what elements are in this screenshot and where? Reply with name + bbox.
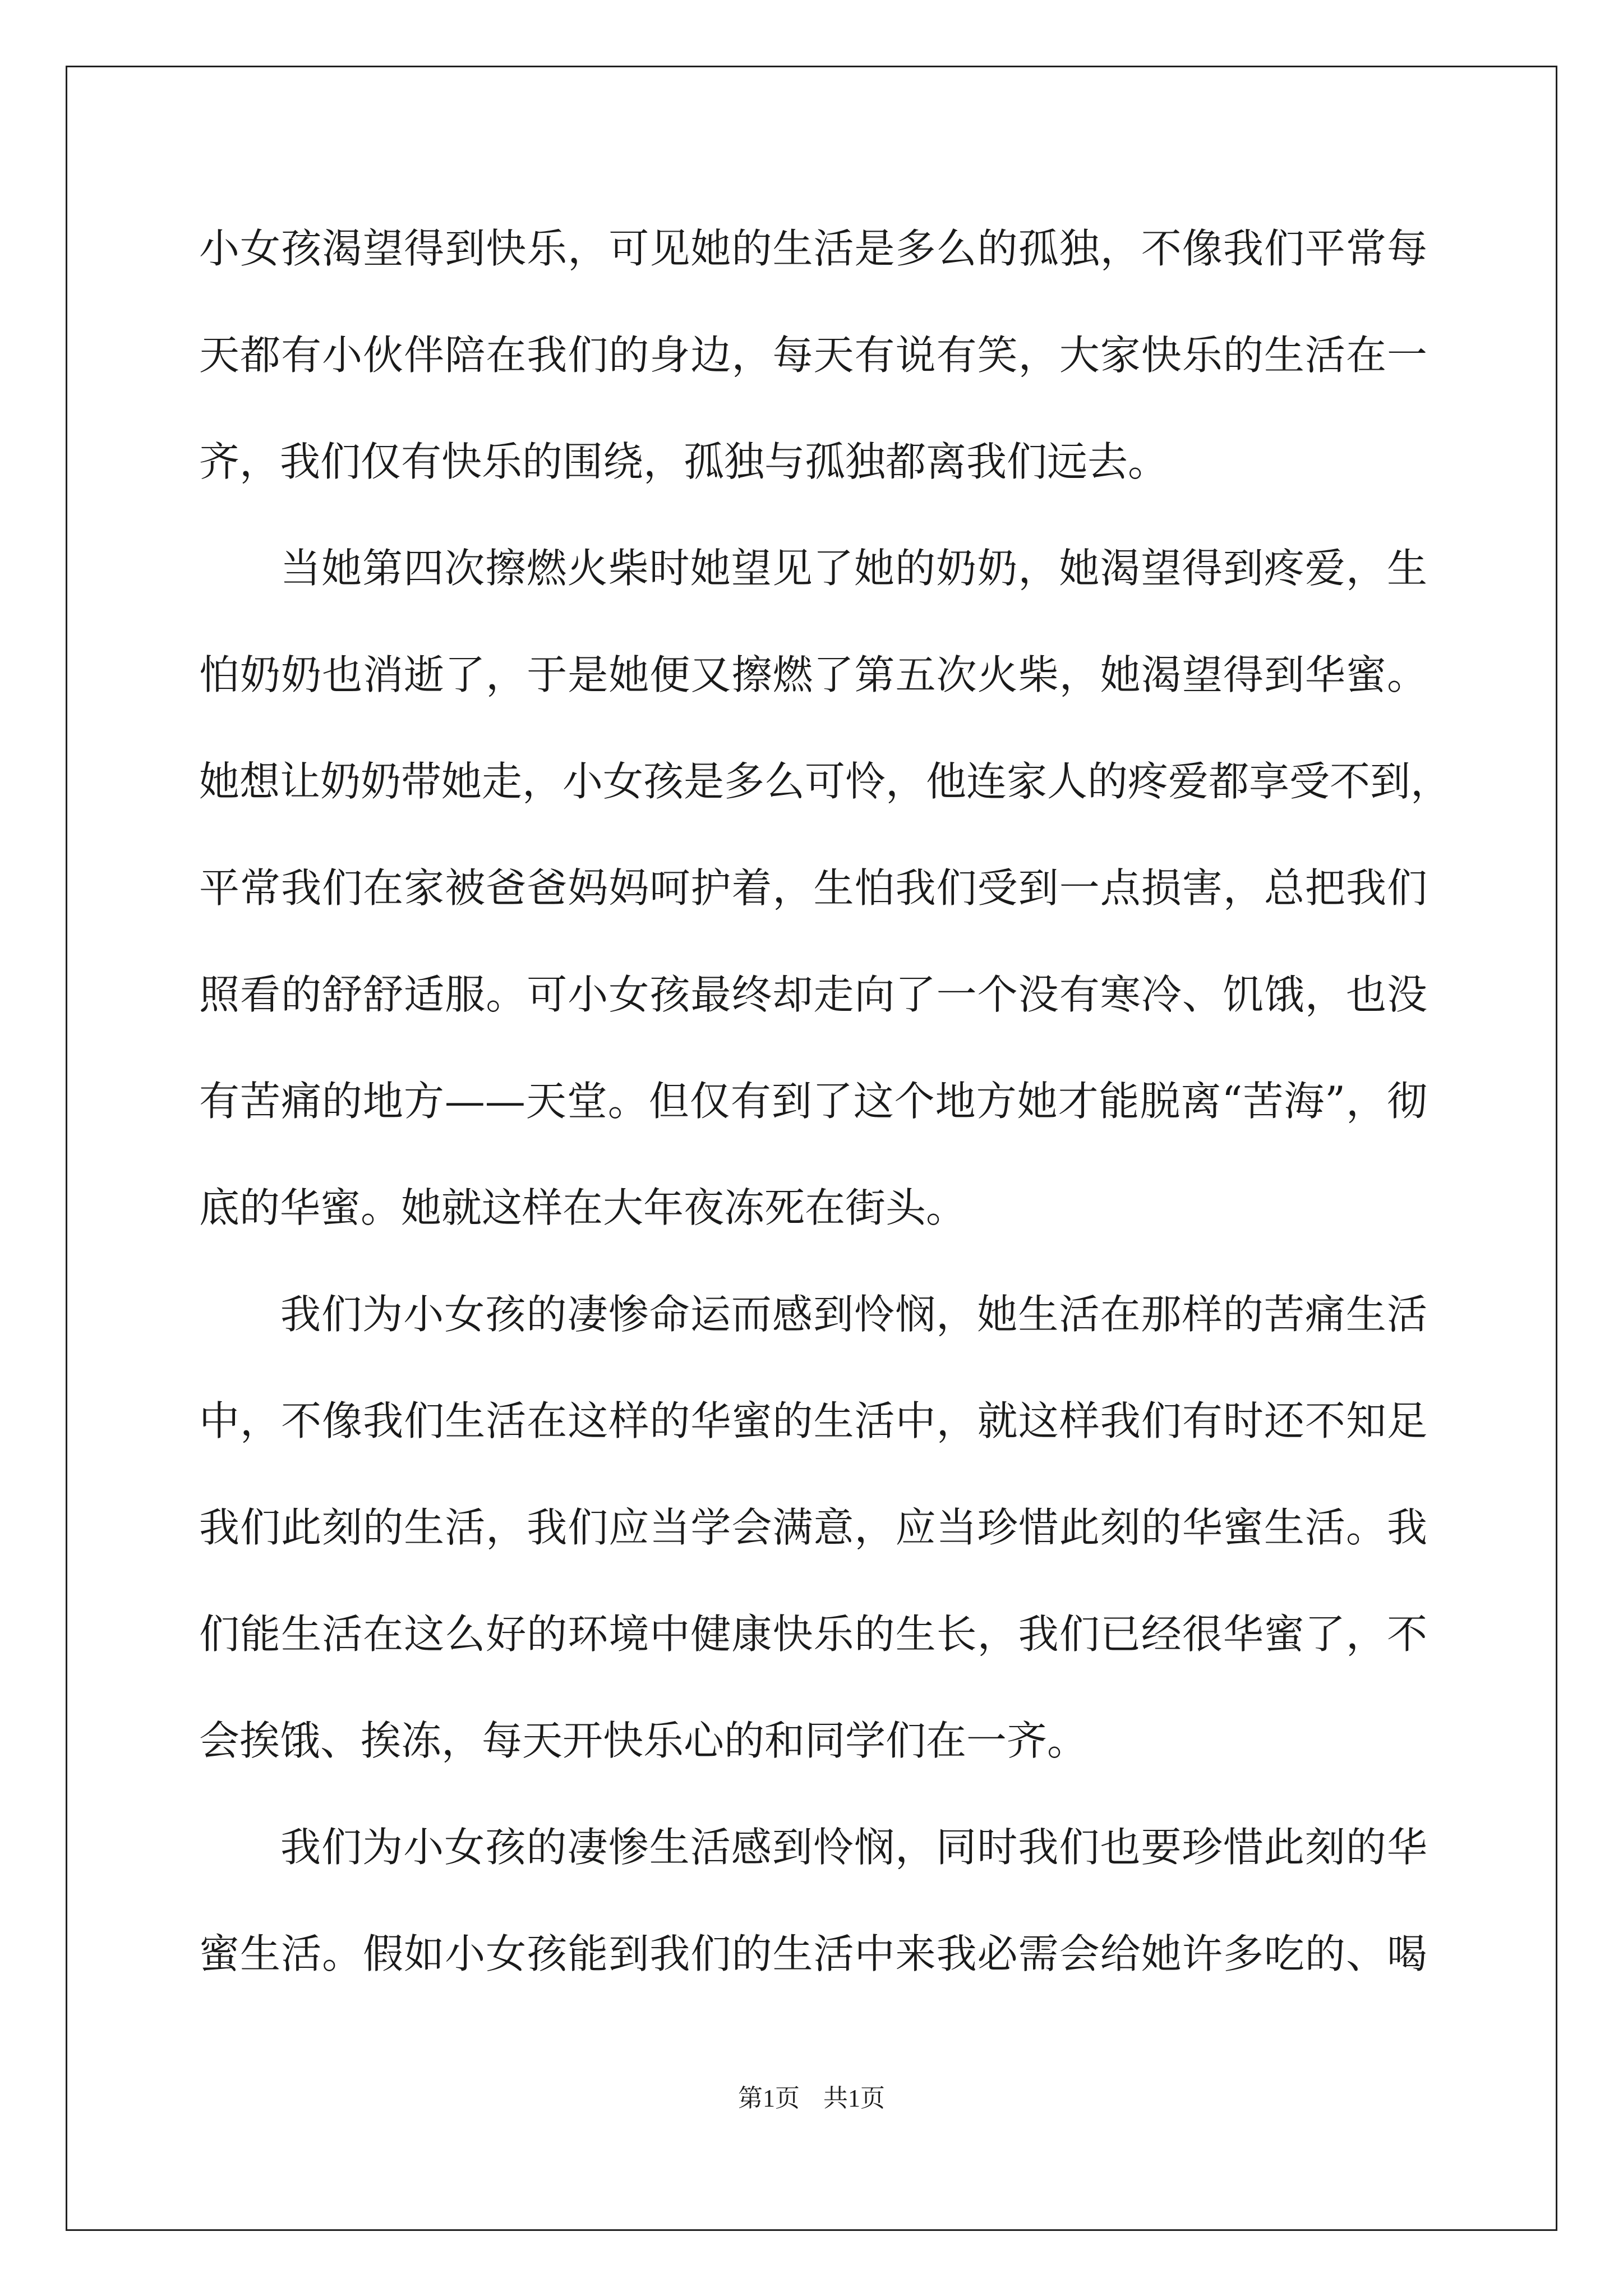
text-line: 当她第四次擦燃火柴时她望见了她的奶奶，她渴望得到疼爱，生 <box>280 545 1427 592</box>
text-line: 蜜生活。假如小女孩能到我们的生活中来我必需会给她许多吃的、喝 <box>199 1930 1427 1977</box>
text-line: 中，不像我们生活在这样的华蜜的生活中，就这样我们有时还不知足 <box>199 1397 1427 1444</box>
text-line: 们能生活在这么好的环境中健康快乐的生长，我们已经很华蜜了，不 <box>199 1611 1427 1658</box>
page-number: 第1页 <box>738 2085 800 2112</box>
text-line: 我们为小女孩的凄惨命运而感到怜悯，她生活在那样的苦痛生活 <box>280 1291 1427 1338</box>
text-line: 我们此刻的生活，我们应当学会满意，应当珍惜此刻的华蜜生活。我 <box>199 1504 1427 1551</box>
document-body <box>199 219 1451 2031</box>
text-line: 天都有小伙伴陪在我们的身边，每天有说有笑，大家快乐的生活在一 <box>199 332 1427 379</box>
text-line: 平常我们在家被爸爸妈妈呵护着，生怕我们受到一点损害，总把我们 <box>199 864 1427 912</box>
text-line: 我们为小女孩的凄惨生活感到怜悯，同时我们也要珍惜此刻的华 <box>280 1824 1427 1871</box>
text-line: 小女孩渴望得到快乐，可见她的生活是多么的孤独，不像我们平常每 <box>199 225 1427 272</box>
text-line: 照看的舒舒适服。可小女孩最终却走向了一个没有寒冷、饥饿，也没 <box>199 971 1427 1018</box>
text-line: 底的华蜜。她就这样在大年夜冻死在街头。 <box>199 1184 967 1231</box>
text-line: 有苦痛的地方——天堂。但仅有到了这个地方她才能脱离“苦海”，彻 <box>199 1078 1427 1125</box>
text-line: 齐，我们仅有快乐的围绕，孤独与孤独都离我们远去。 <box>199 438 1169 485</box>
text-line: 会挨饿、挨冻，每天开快乐心的和同学们在一齐。 <box>199 1717 1088 1764</box>
page-total: 共1页 <box>823 2085 885 2112</box>
text-line: 怕奶奶也消逝了，于是她便又擦燃了第五次火柴，她渴望得到华蜜。 <box>199 651 1427 698</box>
page-footer <box>0 2084 1623 2113</box>
text-line: 她想让奶奶带她走，小女孩是多么可怜，他连家人的疼爱都享受不到， <box>199 758 1451 805</box>
